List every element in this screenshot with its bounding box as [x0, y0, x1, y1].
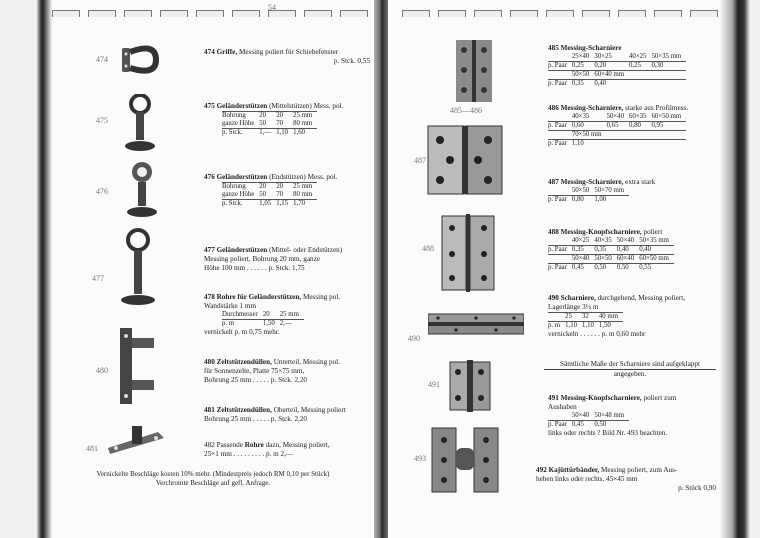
item-481: 481 Zeltstützendüllen, Oberteil, Messing poliert Bohrung 25 mm . . . . . p. Stck. 2,20 — [204, 406, 346, 424]
footer-note: Vernickelte Beschläge kosten 10% mehr. (Mindestpreis jedoch RM 0,10 per Stück) Verchromte Beschläge auf gefl. Anfrage. — [96, 470, 330, 487]
right-page — [388, 0, 720, 538]
item-480: 480 Zeltstützendüllen, Unterteil, Messing pol. für Sonnenzelte, Platte 75×75 mm, Bohrung 25 mm . . . . . p. Stck. 2,20 — [204, 358, 340, 385]
index-tabs — [402, 10, 718, 20]
hinge-485-illustration — [454, 38, 494, 104]
item-475: 475 Geländerstützen (Mittelstützen) Mess. pol. Bohrung 20 20 25 mm ganze Höhe 50 70 80 mm p. Stck. 1,— 1,10 1,60 — [204, 102, 344, 137]
hinge-491-illustration — [448, 360, 492, 412]
item-474: 474 Griffe, Messing poliert für Schiebefenster p. Stck. 0,55 — [204, 48, 370, 66]
hinge-487-illustration — [426, 124, 504, 196]
cabin-door-hinge-492-illustration — [430, 424, 500, 496]
figure-label: 474 — [96, 55, 108, 64]
figure-label: 485—486 — [450, 106, 482, 115]
figure-label: 487 — [414, 156, 426, 165]
item-477: 477 Geländerstützen (Mittel- oder Endstützen) Messing poliert, Bohrung 20 mm, ganze Höhe 100 mm . . . . . . p. Stck. 1,75 — [204, 246, 343, 273]
item-492: 492 Kajüttürbänder, Messing poliert, zum Aus- heben links oder rechts, 45×45 mm p. Stück 0,90 — [536, 466, 716, 493]
item-490: 490 Scharniere, durchgehend, Messing poliert, Lagerlänge 3½ m 25 32 40 mm p. m 1,10 1,10 1,50 vernickeln . . . . . . p. m 0,60 mehr — [548, 294, 686, 339]
railing-post-illustration — [122, 94, 158, 154]
figure-label: 493 — [414, 454, 426, 463]
item-488: 488 Messing-Knopfscharniere, poliert 40×25 40×35 50×40 50×35 mm p. Paar 0,35 0,35 0,40 0,40 50×40 50×50 60×40 60×50 mm p. Paar 0,45 0,50 0,50 0,55 — [548, 228, 716, 272]
piano-hinge-490-illustration — [428, 312, 524, 336]
item-478: 478 Rohre für Geländerstützen, Messing pol. Wandstärke 1 mm Durchmesser 20 25 mm p. m 1,50 2,— vernickelt p. m 0,75 mehr. — [204, 293, 341, 337]
hinge-488-illustration — [440, 214, 496, 292]
figure-label: 476 — [96, 187, 108, 196]
item-482: 482 Passende Rohre dazu, Messing poliert, 25×1 mm . . . . . . . . . p. m 2,— — [204, 441, 330, 459]
item-491: 491 Messing-Knopfscharniere, poliert zum Aushaben 50×40 50×48 mm p. Paar 0,45 0,50 links oder rechts ? Bild Nr. 493 beachten. — [548, 394, 677, 438]
index-tabs — [52, 10, 368, 20]
figure-label: 481 — [86, 444, 98, 453]
tent-socket-lower-illustration — [116, 324, 162, 410]
item-485: 485 Messing-Scharniere 25×40 30×25 40×25 50×35 mm p. Paar 0,25 0,20 0,25 0,30 50×50 60×40 mm p. Paar 0,35 0,40 — [548, 44, 716, 88]
figure-label: 480 — [96, 366, 108, 375]
figure-label: 491 — [428, 380, 440, 389]
item-486: 486 Messing-Scharniere, starke aus Profilmess. 40×35 50×40 60×35 60×50 mm p. Paar 0,60 0,65 0,80 0,95 70×50 mm p. Paar 1,10 — [548, 104, 689, 148]
item-476: 476 Geländerstützen (Endstützen) Mess. pol. Bohrung 20 20 25 mm ganze Höhe 50 70 80 mm p. Stck. 1,05 1,15 1,70 — [204, 173, 338, 208]
figure-label: 490 — [408, 334, 420, 343]
item-487: 487 Messing-Scharniere, extra stark 50×50 50×70 mm p. Paar 0,80 1,00 — [548, 178, 656, 204]
book-edge-left — [0, 0, 52, 538]
tent-socket-upper-illustration — [104, 424, 170, 464]
hinge-dimension-note: Sämtliche Maße der Scharniere sind aufgeklappt angegeben. — [544, 360, 716, 379]
figure-label: 475 — [96, 116, 108, 125]
window-grip-illustration — [120, 38, 162, 78]
book-edge-right — [720, 0, 760, 538]
tall-railing-post-illustration — [118, 228, 158, 308]
figure-label: 488 — [422, 244, 434, 253]
left-page — [52, 0, 374, 538]
page-number: 54 — [268, 3, 276, 12]
figure-label: 477 — [92, 274, 104, 283]
railing-end-post-illustration — [124, 160, 160, 220]
